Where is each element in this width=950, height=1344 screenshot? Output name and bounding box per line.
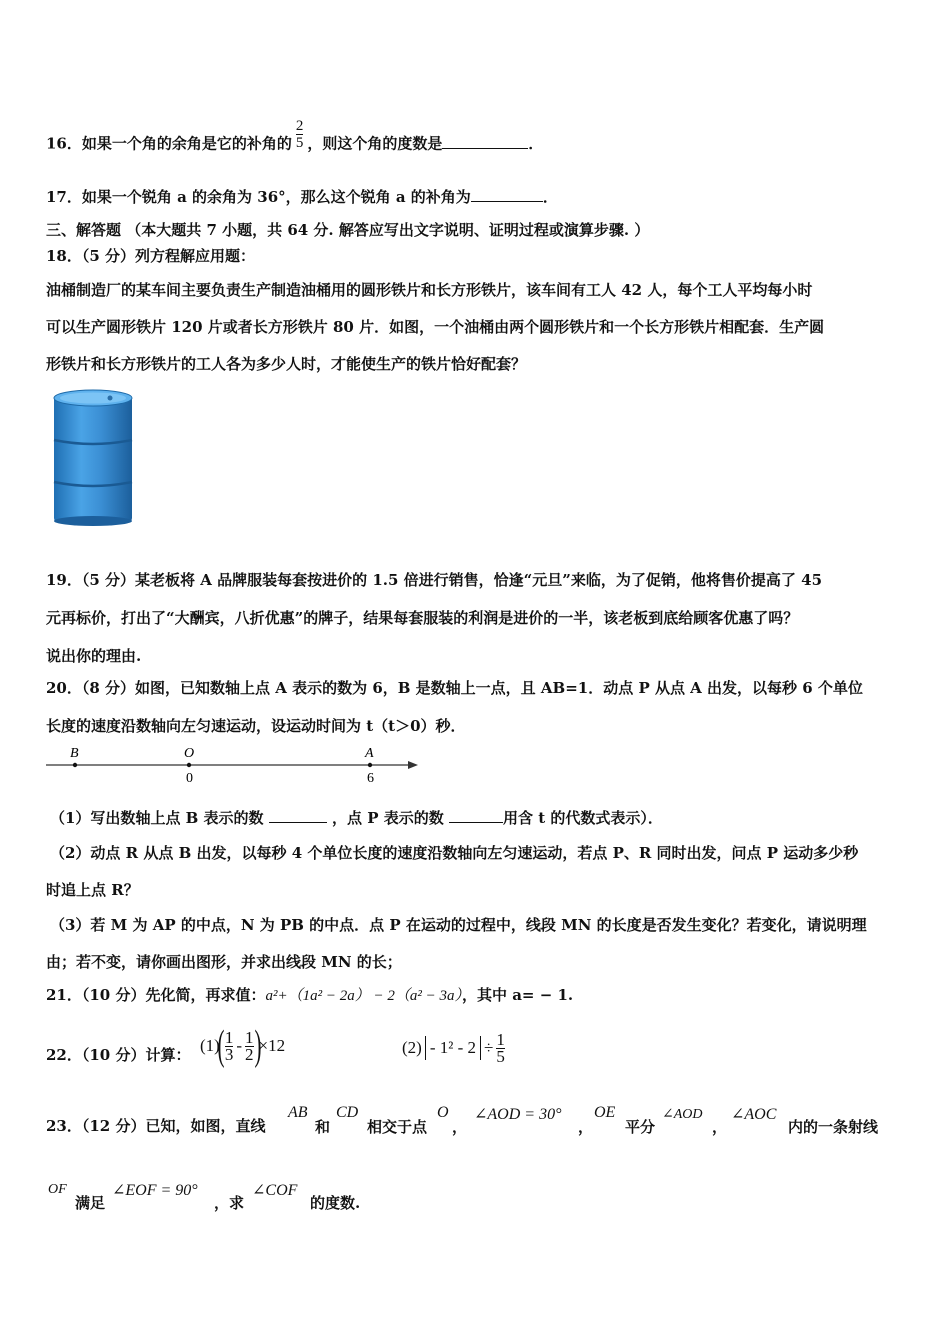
q18-line2: 可以生产圆形铁片 120 片或者长方形铁片 80 片．如图，一个油桶由两个圆形铁片和一个长方形铁片相配套．生产圆 <box>46 318 825 336</box>
q21-expression: a²+（1a² − 2a） − 2（a² − 3a） <box>265 988 462 1004</box>
q23-comma3: ， <box>712 1118 728 1136</box>
q22-e2-label: (2) <box>402 1038 422 1057</box>
q23-he: 和 <box>315 1118 331 1136</box>
q20-line2: 长度的速度沿数轴向左匀速运动，设运动时间为 t（t＞0）秒． <box>46 717 466 735</box>
q17-text-a: 17．如果一个锐角 a 的余角为 36°，那么这个锐角 a 的补角为 <box>46 188 471 206</box>
q23-oe: OE <box>594 1104 616 1121</box>
q16-frac-den: 5 <box>295 135 304 151</box>
q23-aoc: ∠AOC <box>731 1106 777 1123</box>
q19-line1: 19．（5 分）某老板将 A 品牌服装每套按进价的 1.5 倍进行销售，恰逢“元旦”来临，为了促销，他将售价提高了 45 <box>46 571 823 589</box>
q20-part2-line1: （2）动点 R 从点 B 出发，以每秒 4 个单位长度的速度沿数轴向左匀速运动，若点 P、R 同时出发，问点 P 运动多少秒 <box>50 844 859 862</box>
q20-p1-blank-b[interactable] <box>269 808 327 823</box>
q22-label: 22．（10 分）计算： <box>46 1046 191 1064</box>
q16-text-b: ，则这个角的度数是 <box>307 134 443 153</box>
q22-e2-frac: $\frac{1}{5}$ <box>496 1029 505 1066</box>
q19-line3: 说出你的理由. <box>46 647 142 665</box>
q22-e1-minus: - <box>236 1036 242 1055</box>
q23-text-c: 内的一条射线 <box>788 1118 879 1136</box>
q23-cof: ∠COF <box>252 1182 298 1199</box>
q23-text-b: 相交于点 <box>367 1118 428 1136</box>
q20-p1-c: 用含 t 的代数式表示）． <box>503 809 663 827</box>
q23-text-d: 的度数. <box>310 1194 361 1212</box>
q17-line <box>46 187 558 207</box>
tick-6: 6 <box>367 771 374 786</box>
q20-line1: 20．（8 分）如图，已知数轴上点 A 表示的数为 6，B 是数轴上一点，且 AB=1．动点 P 从点 A 出发，以每秒 6 个单位 <box>46 679 863 697</box>
q22-e1-frac1: $\frac{1}{3}$ <box>224 1027 234 1064</box>
q22-e1-frac2: $\frac{1}{2}$ <box>245 1027 254 1064</box>
q20-part1 <box>50 808 663 828</box>
q21-line <box>46 985 573 1006</box>
q16-fraction <box>296 118 304 151</box>
q22-e2-div: ÷ <box>484 1038 494 1057</box>
number-line-figure <box>40 744 430 786</box>
q23-manzu: 满足 <box>75 1194 106 1212</box>
q16-answer-blank[interactable] <box>442 134 528 149</box>
q23-aod30: ∠AOD = 30° <box>474 1106 562 1123</box>
point-a-dot <box>368 763 372 767</box>
q23-line1 <box>46 1116 265 1136</box>
label-b: B <box>70 746 79 761</box>
q23-eof: ∠EOF = 90° <box>112 1182 198 1199</box>
q20-p1-a: （1）写出数轴上点 B 表示的数 <box>50 809 264 827</box>
q19-line2: 元再标价，打出了“大酬宾，八折优惠”的牌子，结果每套服装的利润是进价的一半，该老板到底给顾客优惠了吗？ <box>46 609 799 627</box>
label-o: O <box>184 746 195 761</box>
point-o-dot <box>187 763 191 767</box>
q20-part2-line2: 时追上点 R？ <box>46 881 139 899</box>
q23-qiu: ，求 <box>214 1194 245 1212</box>
point-b-dot <box>73 763 77 767</box>
oil-barrel-image <box>48 388 138 528</box>
section3-heading: 三、解答题 （本大题共 7 小题，共 64 分. 解答应写出文字说明、证明过程或演算步骤. ） <box>46 221 650 239</box>
q23-aod: ∠AOD <box>662 1107 703 1122</box>
q23-pingfen: 平分 <box>625 1118 656 1136</box>
q16-text-a: 16．如果一个角的余角是它的补角的 <box>46 134 292 153</box>
q23-cd: CD <box>336 1104 359 1121</box>
q21-text-a: 21．（10 分）先化简，再求值： <box>46 986 266 1004</box>
axis-arrow-icon <box>408 761 418 769</box>
tick-0: 0 <box>186 771 193 786</box>
q23-comma2: ， <box>578 1118 594 1136</box>
label-a: A <box>365 746 374 761</box>
q22-expression-2 <box>402 1024 508 1072</box>
q22-e1-label: (1) <box>200 1036 220 1055</box>
q16-frac-num: 2 <box>295 118 304 134</box>
q23-comma1: ， <box>452 1118 468 1136</box>
q21-text-b: ，其中 a= − 1. <box>461 986 574 1004</box>
q23-ab: AB <box>288 1104 308 1121</box>
q23-o: O <box>437 1104 449 1121</box>
q18-line1: 油桶制造厂的某车间主要负责生产制造油桶用的圆形铁片和长方形铁片，该车间有工人 42 人，每个工人平均每小时 <box>46 281 813 299</box>
q23-text-a: 23．（12 分）已知，如图，直线 <box>46 1117 266 1135</box>
q17-end: ． <box>542 188 558 206</box>
q18-line3: 形铁片和长方形铁片的工人各为多少人时，才能使生产的铁片恰好配套？ <box>46 355 527 373</box>
q23-of: OF <box>48 1182 67 1197</box>
q22-e2-abs: - 1² - 2 <box>425 1036 481 1060</box>
q22-e1-tail: ×12 <box>258 1036 286 1055</box>
q17-answer-blank[interactable] <box>471 187 543 202</box>
q18-title: 18．（5 分）列方程解应用题： <box>46 247 256 265</box>
q20-part3-line2: 由；若不变，请你画出图形，并求出线段 MN 的长； <box>46 953 402 971</box>
q20-part3-line1: （3）若 M 为 AP 的中点，N 为 PB 的中点．点 P 在运动的过程中，线段 MN 的长度是否发生变化？若变化，请说明理 <box>50 916 867 934</box>
q22-expression-1: (1) ( $\frac{1}{3}$ - $\frac{1}{2}$ ) ×12 <box>200 1023 286 1069</box>
q20-p1-blank-p[interactable] <box>449 808 503 823</box>
q16-line <box>46 118 544 161</box>
q20-p1-b: ，点 P 表示的数 <box>332 809 444 827</box>
q16-end: ． <box>528 134 544 153</box>
